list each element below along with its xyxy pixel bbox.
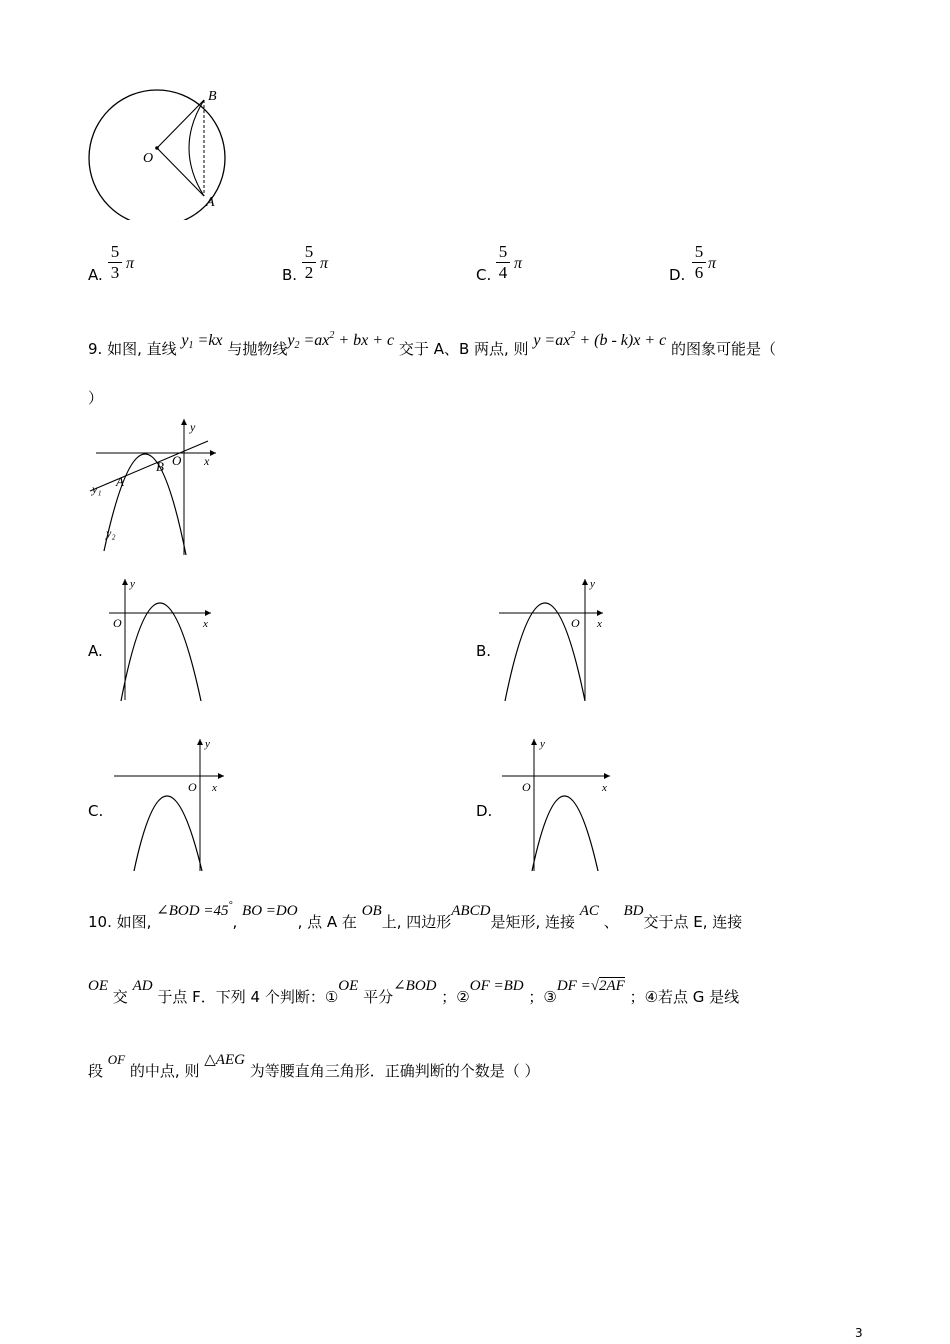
q9-stem: 9. 如图, 直线 $y_1 =kx$ 与抛物线$y_2 =ax^2$ + bx + c 交于 A、B 两点, 则 $y =ax^2 + (b - k)x + c$ 的图象可能是（	[88, 330, 777, 358]
q9-option-c-label: C.	[88, 802, 104, 820]
svg-text:y₂: y₂	[106, 526, 116, 540]
q8-label-A: A	[206, 195, 215, 210]
q9-option-d-graph	[498, 735, 618, 875]
fraction: 5 4	[496, 243, 510, 282]
svg-text:x: x	[204, 454, 210, 468]
svg-text:y: y	[130, 578, 135, 590]
q9-option-d-label: D.	[476, 802, 493, 820]
svg-text:x: x	[602, 782, 607, 794]
svg-text:B: B	[156, 459, 164, 474]
svg-text:x: x	[212, 782, 217, 794]
svg-text:A: A	[116, 474, 124, 489]
svg-text:y₁: y₁	[92, 482, 102, 496]
svg-text:y: y	[205, 738, 210, 750]
svg-text:x: x	[203, 618, 208, 630]
svg-text:O: O	[522, 780, 531, 794]
q8-label-O: O	[143, 151, 154, 166]
svg-text:x: x	[597, 618, 602, 630]
svg-text:O: O	[113, 616, 122, 630]
q9-main-figure	[86, 415, 226, 560]
q9-option-a-graph	[105, 575, 225, 705]
fraction: 5 6	[692, 243, 706, 282]
q8-circle-figure	[80, 80, 240, 220]
option-label: C.	[476, 266, 492, 284]
svg-text:y: y	[540, 738, 545, 750]
page-number: 3	[855, 1326, 863, 1340]
q10-stem-line1: 10. 如图, ∠BOD =45°, BO =DO, 点 A 在 OB上, 四边形ABCD是矩形, 连接 AC 、 BD交于点 E, 连接	[88, 900, 743, 931]
fraction: 5 3	[108, 243, 122, 282]
svg-text:O: O	[172, 453, 182, 468]
q9-option-b-label: B.	[476, 642, 492, 660]
svg-text:O: O	[188, 780, 197, 794]
q9-option-b-graph	[495, 575, 615, 705]
q9-option-a-label: A.	[88, 642, 103, 660]
question-number: 10.	[88, 913, 112, 931]
option-label: B.	[282, 266, 298, 284]
svg-text:O: O	[571, 616, 580, 630]
option-label: A.	[88, 266, 103, 284]
fraction: 5 2	[302, 243, 316, 282]
q10-stem-line2: OE 交 AD 于点 F．下列 4 个判断：①OE 平分∠BOD ；②OF =BD ；③DF =√2AF ；④若点 G 是线	[88, 978, 740, 1006]
svg-text:y: y	[190, 420, 196, 434]
q9-stem-close: ）	[88, 389, 104, 407]
q9-option-c-graph	[110, 735, 230, 875]
q8-label-B: B	[208, 89, 217, 104]
question-number: 9.	[88, 340, 103, 358]
svg-text:y: y	[590, 578, 595, 590]
option-label: D.	[669, 266, 686, 284]
q10-stem-line3: 段 OF 的中点, 则 △AEG 为等腰直角三角形．正确判断的个数是（ ）	[88, 1052, 540, 1080]
